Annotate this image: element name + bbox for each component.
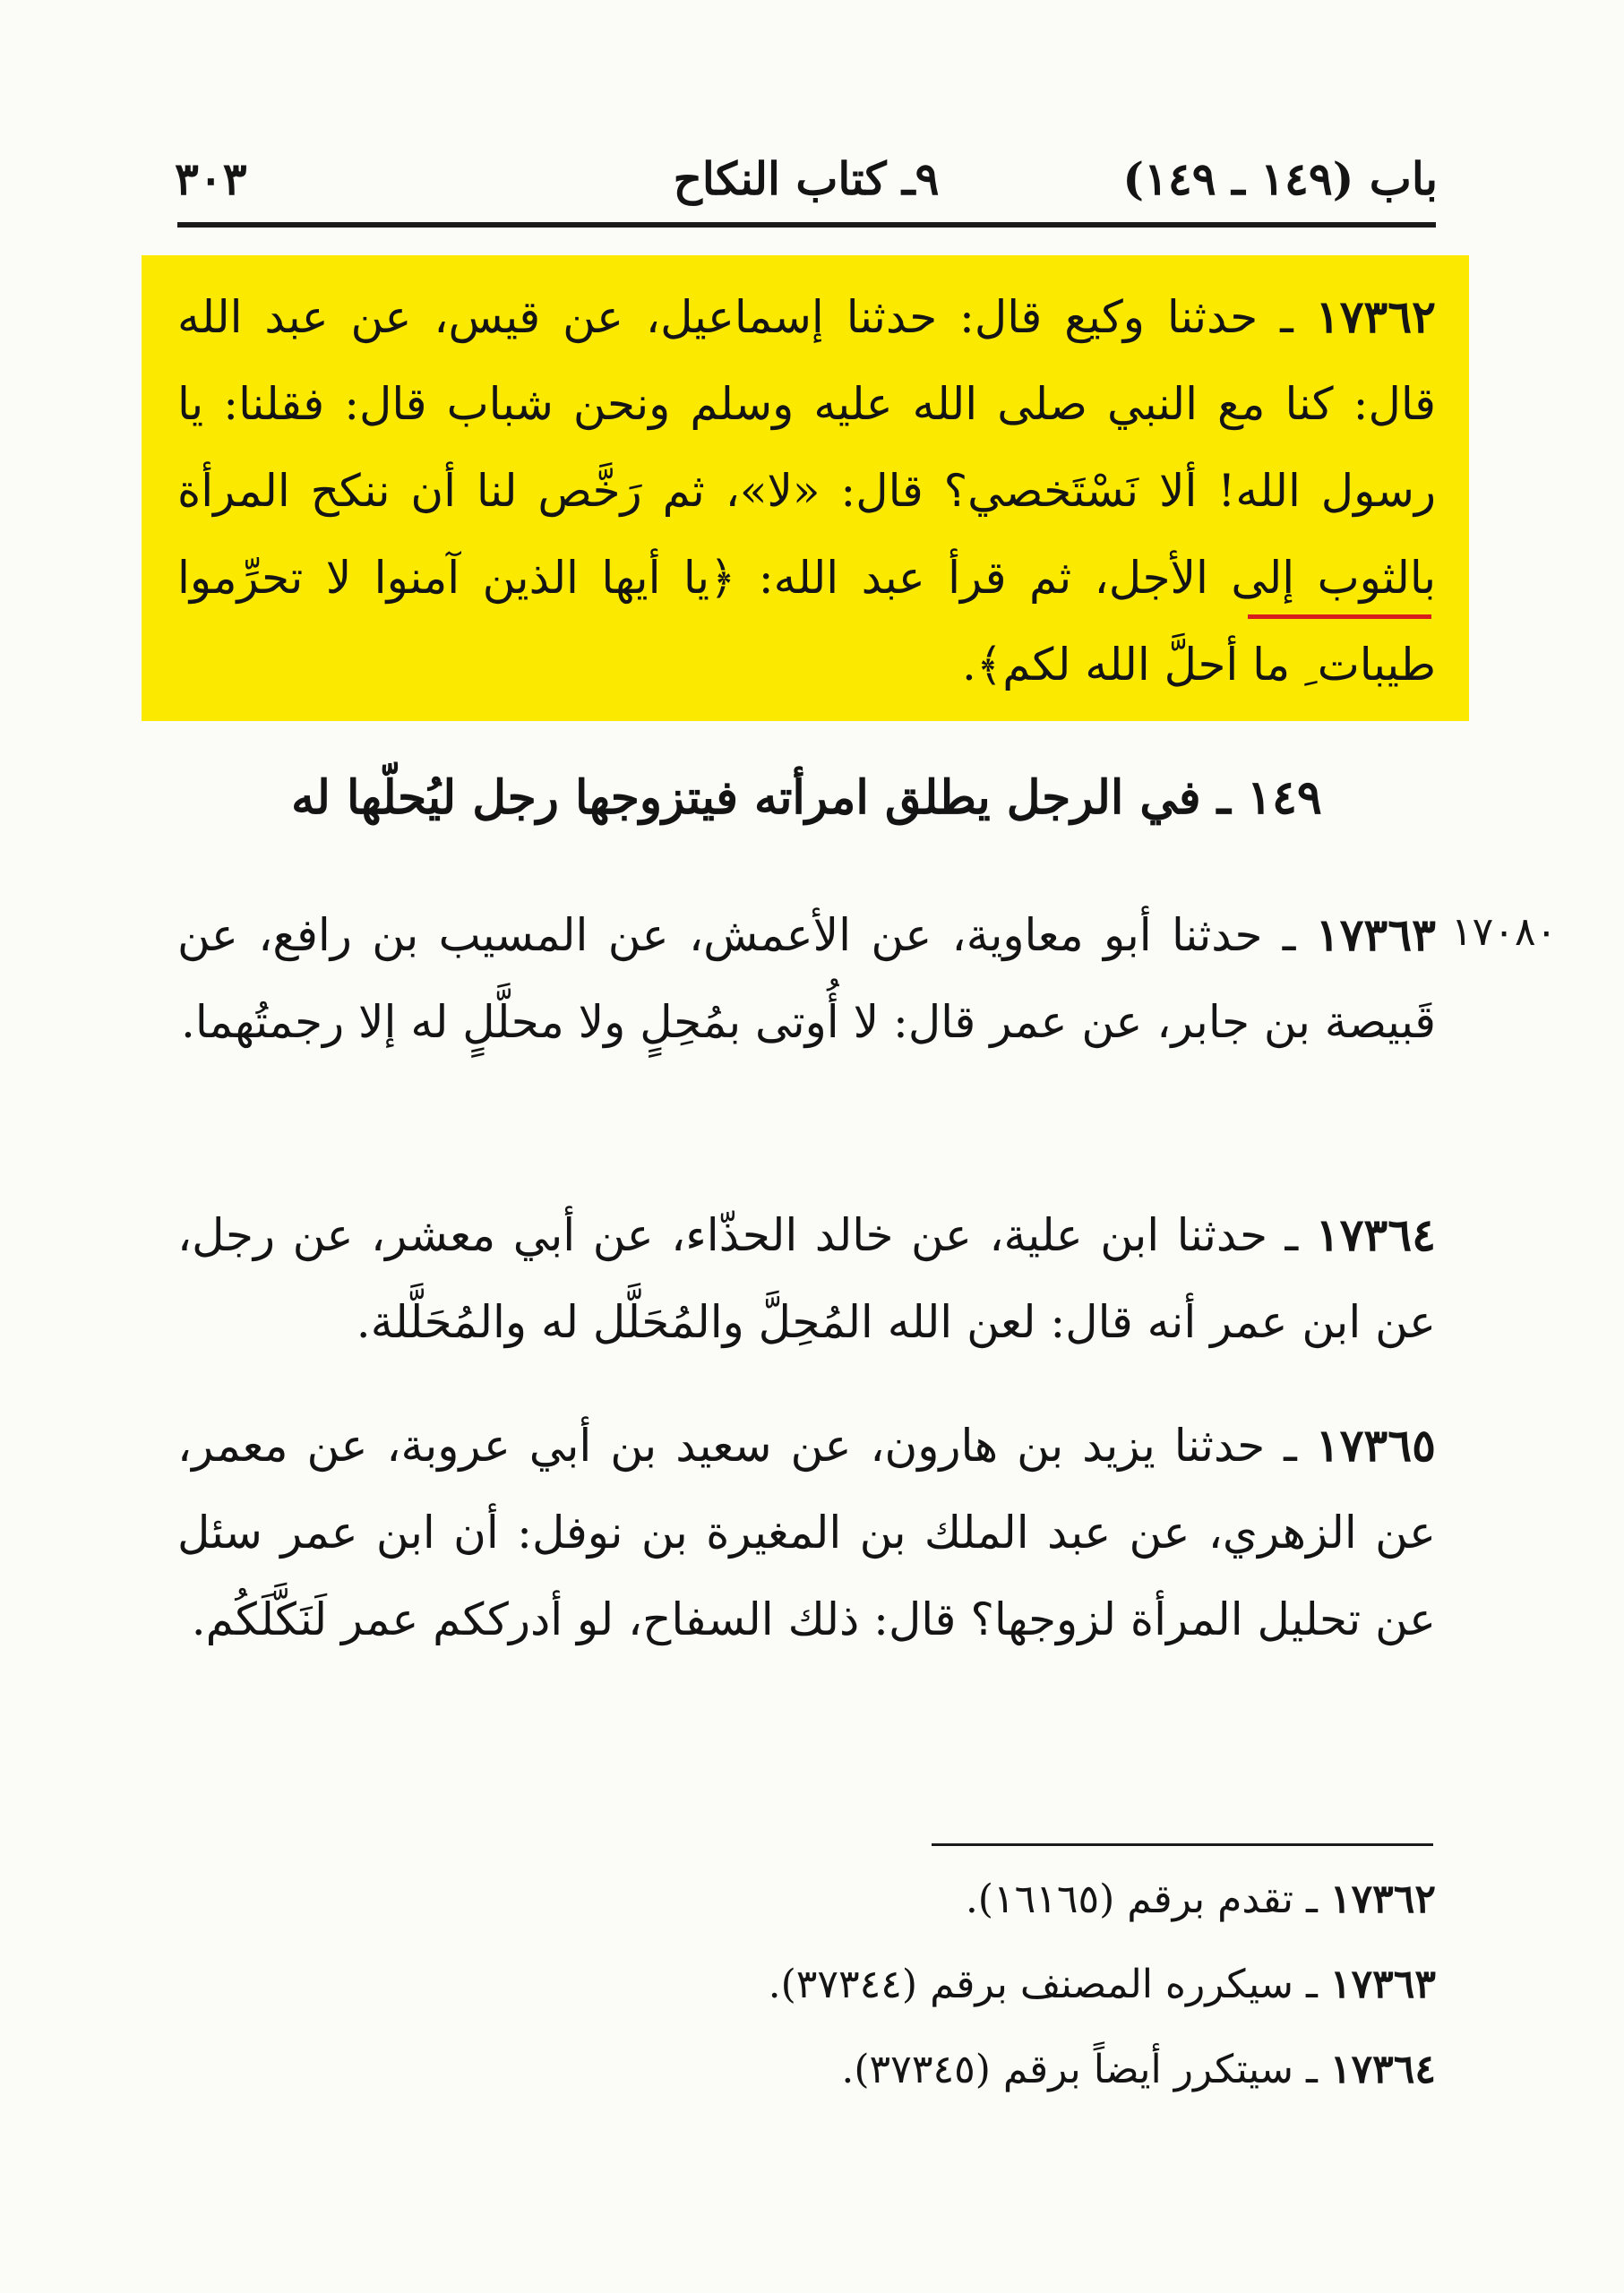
hadith-17365 bbox=[177, 1402, 1436, 1663]
hadith-text: ـ حدثنا أبو معاوية، عن الأعمش، عن المسيب بن رافع، عن قَبيصة بن جابر، عن عمر قال: لا أُوتى بمُحِلٍ ولا محلَّلٍ له إلا رجمتُهما. bbox=[177, 909, 1436, 1048]
chapter-range: باب (١٤٩ ـ ١٤٩) bbox=[1122, 152, 1438, 205]
footnote bbox=[966, 1876, 1436, 1922]
red-underline bbox=[1248, 614, 1431, 619]
footnote-number: ١٧٣٦٣ bbox=[1329, 1962, 1436, 2007]
hadith-number: ١٧٣٦٣ bbox=[1315, 908, 1436, 961]
page-number: ٣٠٣ bbox=[175, 152, 247, 205]
footnote-number: ١٧٣٦٤ bbox=[1329, 2047, 1436, 2092]
footnote bbox=[769, 1962, 1436, 2007]
hadith-text: ـ حدثنا ابن علية، عن خالد الحذّاء، عن أبي معشر، عن رجل، عن ابن عمر أنه قال: لعن الله المُحِلَّ والمُحَلَّل له والمُحَلَّلة. bbox=[177, 1209, 1436, 1348]
page-header bbox=[175, 143, 1438, 215]
footnote-text: ـ سيكرره المصنف برقم (٣٧٣٤٤). bbox=[768, 1962, 1330, 2007]
hadith-text: ـ حدثنا يزيد بن هارون، عن سعيد بن أبي عروبة، عن معمر، عن الزهري، عن عبد الملك بن المغيرة بن نوفل: أن ابن عمر سئل عن تحليل المرأة لزوجها؟ قال: ذلك السفاح، لو أدرككم عمر لَنَكَّلَكُم. bbox=[177, 1420, 1436, 1645]
footnote-rule bbox=[932, 1843, 1433, 1846]
hadith-number: ١٧٣٦٢ bbox=[1315, 290, 1436, 343]
footnote-number: ١٧٣٦٢ bbox=[1329, 1876, 1436, 1922]
section-heading: ١٤٩ ـ في الرجل يطلق امرأته فيتزوجها رجل ليُحلّها له bbox=[291, 770, 1322, 825]
hadith-17362 bbox=[177, 273, 1436, 709]
hadith-number: ١٧٣٦٥ bbox=[1315, 1419, 1436, 1472]
margin-number: ١٧٠٨٠ bbox=[1451, 909, 1558, 955]
book-title: ٩ـ كتاب النكاح bbox=[673, 152, 940, 205]
hadith-17364 bbox=[177, 1191, 1436, 1366]
header-rule bbox=[177, 222, 1436, 228]
hadith-17363 bbox=[177, 891, 1436, 1066]
hadith-number: ١٧٣٦٤ bbox=[1315, 1208, 1436, 1261]
hadith-text: ـ حدثنا وكيع قال: حدثنا إسماعيل، عن قيس، عن عبد الله قال: كنا مع النبي صلى الله عليه وسلم ونحن شباب قال: فقلنا: يا رسول الله! ألا نَسْتَخصي؟ قال: «لا»، ثم رَخَّص لنا أن ننكح المرأة بالثوب إلى الأجل، ثم قرأ عبد الله: ﴿يا أيها الذين آمنوا لا تحرِّموا طيبات ِ ما أحلَّ الله لكم﴾. bbox=[177, 291, 1436, 691]
footnote-text: ـ تقدم برقم (١٦١٦٥). bbox=[965, 1876, 1330, 1922]
footnote bbox=[841, 2047, 1436, 2092]
footnote-text: ـ سيتكرر أيضاً برقم (٣٧٣٤٥). bbox=[841, 2047, 1330, 2092]
